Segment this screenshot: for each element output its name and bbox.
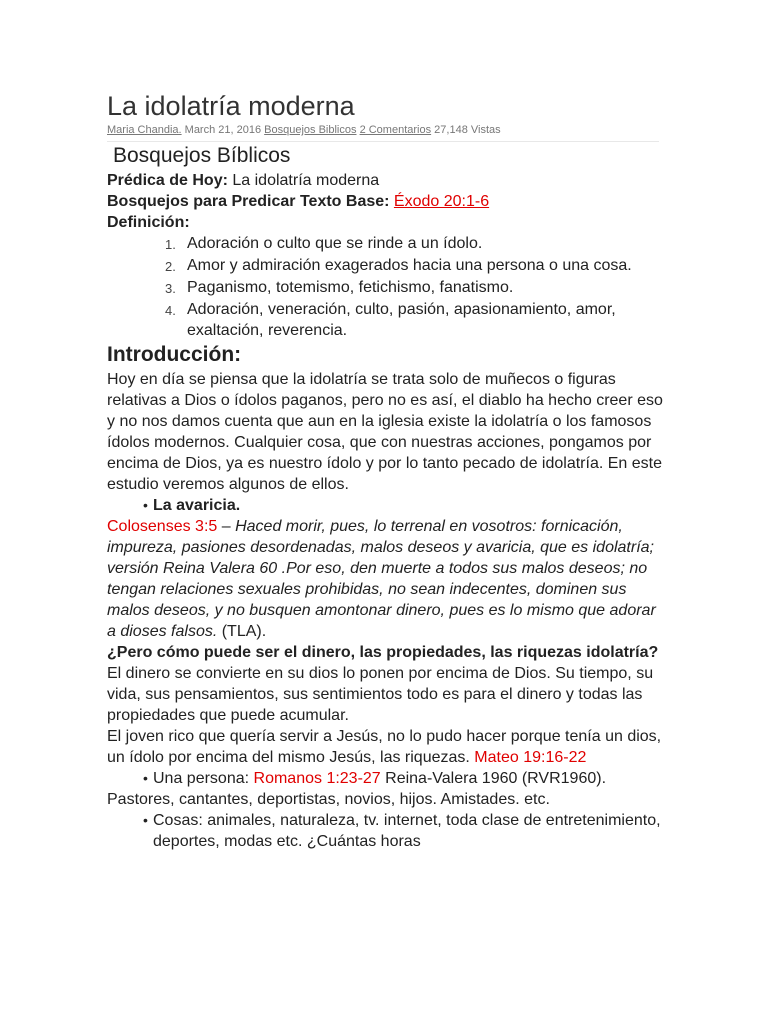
romanos-link[interactable]: Romanos 1:23-27: [253, 770, 381, 787]
list-number: 4.: [165, 303, 176, 318]
author-link[interactable]: Maria Chandia.: [107, 124, 182, 136]
post-meta: [107, 123, 501, 137]
persona-label: Una persona:: [153, 770, 254, 787]
bullet-text: Cosas: animales, naturaleza, tv. internet, toda clase de entretenimiento, deportes, modas etc. ¿Cuántas horas: [153, 812, 661, 850]
question-paragraph: [107, 642, 667, 726]
list-item: [165, 277, 667, 299]
list-item: [165, 299, 667, 341]
definicion-label: Definición:: [107, 214, 190, 231]
article-body: [107, 142, 667, 852]
intro-heading: Introducción:: [107, 343, 242, 366]
list-number: 3.: [165, 281, 176, 296]
bosquejos-label: Bosquejos para Predicar Texto Base:: [107, 193, 390, 210]
predica-label: Prédica de Hoy:: [107, 172, 228, 189]
question-bold: ¿Pero cómo puede ser el dinero, las propiedades, las riquezas idolatría?: [107, 644, 659, 661]
exodo-link[interactable]: Éxodo 20:1-6: [393, 193, 490, 210]
list-number: 1.: [165, 237, 176, 252]
joven-paragraph: [107, 726, 667, 768]
bullet-text: La avaricia.: [153, 497, 241, 514]
category-link[interactable]: Bosquejos Biblicos: [264, 124, 357, 136]
bosquejos-line: [107, 191, 667, 212]
mateo-link[interactable]: Mateo 19:16-22: [474, 749, 587, 766]
list-text: Adoración o culto que se rinde a un ídolo.: [187, 235, 483, 252]
verse-paragraph: [107, 516, 667, 642]
bullet-dot-icon: •: [143, 770, 148, 786]
bullet-text: [153, 768, 667, 789]
verse-text: Haced morir, pues, lo terrenal en vosotros: fornicación, impureza, pasiones desordenadas, malos deseos y avaricia, que es idolatría; versión Reina Valera 60 .Por eso, den muerte a todos sus malos deseos; no tengan relaciones sexuales prohibidas, no sean indecentes, dominen sus malos deseos, y no busquen amontonar dinero, pues es lo mismo que adorar a dioses falsos.: [107, 518, 656, 640]
list-text: Paganismo, totemismo, fetichismo, fanatismo.: [187, 279, 514, 296]
definition-list: [107, 233, 667, 341]
bullet-dot-icon: •: [143, 812, 148, 828]
joven-text: El joven rico que quería servir a Jesús, no lo pudo hacer porque tenía un dios, un ídolo por encima del mismo Jesús, las riquezas.: [107, 728, 662, 766]
persona-list: Pastores, cantantes, deportistas, novios, hijos. Amistades. etc.: [107, 791, 550, 808]
bullet-avaricia: [143, 495, 667, 516]
view-count: 27,148 Vistas: [434, 124, 501, 136]
verse-tla: (TLA).: [217, 623, 267, 640]
verse-dash: –: [217, 518, 236, 535]
bullet-dot-icon: •: [143, 497, 148, 513]
page-title: La idolatría moderna: [107, 91, 355, 121]
list-item: [165, 233, 667, 255]
predica-line: [107, 170, 667, 191]
list-number: 2.: [165, 259, 176, 274]
colosenses-link[interactable]: Colosenses 3:5: [107, 518, 218, 535]
bullet-cosas: [143, 810, 667, 852]
intro-paragraph: Hoy en día se piensa que la idolatría se trata solo de muñecos o figuras relativas a Dios o ídolos paganos, pero no es así, el diablo ha hecho creer eso y no nos damos cuenta que aun en la iglesia existe la idolatría o los famosos ídolos modernos. Cualquier cosa, que con nuestras acciones, pongamos por encima de Dios, ya es nuestro ídolo y por lo tanto pecado de idolatría. En este estudio veremos algunos de ellos.: [107, 371, 663, 493]
post-date: March 21, 2016: [184, 124, 262, 136]
definicion-heading: [107, 212, 667, 233]
comments-link[interactable]: 2 Comentarios: [359, 124, 432, 136]
question-rest: El dinero se convierte en su dios lo ponen por encima de Dios. Su tiempo, su vida, sus pensamientos, sus sentimientos todo es para el dinero y todas las propiedades que puede acumular.: [107, 665, 654, 724]
predica-value: La idolatría moderna: [227, 172, 380, 189]
list-text: Amor y admiración exagerados hacia una persona o una cosa.: [187, 257, 632, 274]
bullet-persona: [143, 768, 667, 789]
list-text: Adoración, veneración, culto, pasión, apasionamiento, amor, exaltación, reverencia.: [187, 301, 616, 339]
persona-rest: Reina-Valera 1960 (RVR1960).: [380, 770, 607, 787]
section-heading: Bosquejos Bíblicos: [113, 144, 291, 167]
list-item: [165, 255, 667, 277]
